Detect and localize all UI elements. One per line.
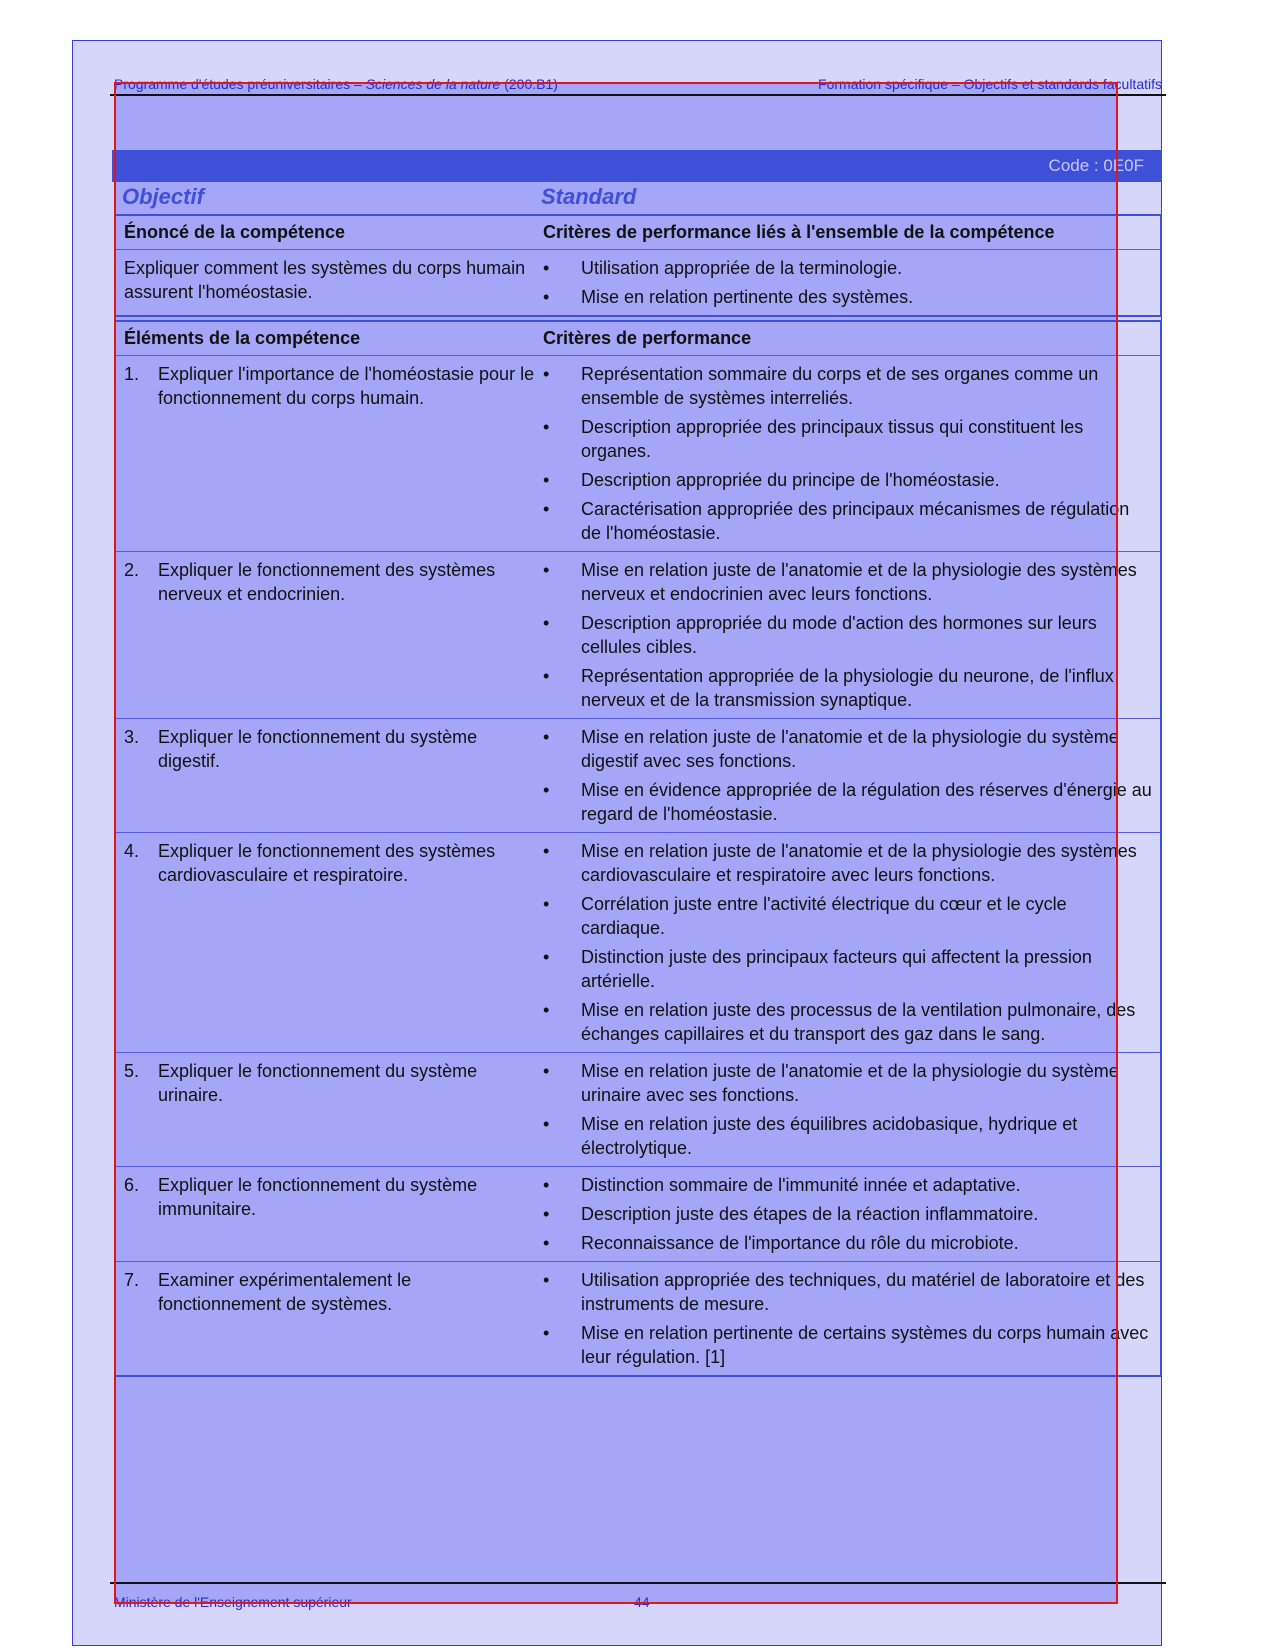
performance-criterion [543, 1173, 1152, 1197]
element-number: 5. [124, 1061, 140, 1081]
header-left-suffix: (200.B1) [500, 76, 558, 92]
element-row [116, 832, 1160, 1052]
element-row [116, 1261, 1160, 1375]
competency-body-row [116, 249, 1160, 315]
competency-criterion [543, 256, 1152, 280]
element-row [116, 1166, 1160, 1261]
criterion-text: Distinction sommaire de l'immunité innée et adaptative. [581, 1175, 1021, 1195]
element-criteria-list [543, 839, 1152, 1046]
performance-criterion [543, 1321, 1152, 1369]
performance-criterion [543, 1268, 1152, 1316]
footer-left: Ministère de l'Enseignement supérieur [114, 1594, 352, 1610]
element-number: 3. [124, 727, 140, 747]
element-row [116, 355, 1160, 551]
criterion-text: Mise en relation juste de l'anatomie et de la physiologie du système digestif avec ses fonctions. [581, 727, 1119, 771]
bullet-icon: • [543, 364, 550, 384]
bullet-icon: • [543, 258, 550, 278]
bullet-icon: • [543, 841, 550, 861]
element-item [124, 558, 537, 606]
performance-criterion [543, 1202, 1152, 1226]
performance-criterion [543, 611, 1152, 659]
criterion-text: Caractérisation appropriée des principaux mécanismes de régulation de l'homéostasie. [581, 499, 1130, 543]
element-row [116, 551, 1160, 718]
criterion-text: Description juste des étapes de la réaction inflammatoire. [581, 1204, 1039, 1224]
standard-heading: Standard [541, 184, 637, 209]
element-criteria-list [543, 558, 1152, 712]
element-item [124, 1173, 537, 1221]
elements-right-header: Critères de performance [543, 328, 752, 348]
element-text: Expliquer le fonctionnement du système urinaire. [158, 1061, 478, 1105]
competency-left-header: Énoncé de la compétence [124, 222, 346, 242]
competency-right-header: Critères de performance liés à l'ensemble de la compétence [543, 222, 1055, 242]
criterion-text: Mise en relation juste de l'anatomie et de la physiologie du système urinaire avec ses fonctions. [581, 1061, 1119, 1105]
criterion-text: Mise en relation juste de l'anatomie et de la physiologie des systèmes cardiovasculaire et respiratoire avec leurs fonctions. [581, 841, 1137, 885]
performance-criterion [543, 839, 1152, 887]
performance-criterion [543, 778, 1152, 826]
element-number: 6. [124, 1175, 140, 1195]
bullet-icon: • [543, 894, 550, 914]
performance-criterion [543, 725, 1152, 773]
element-text: Expliquer le fonctionnement du système digestif. [158, 727, 478, 771]
performance-criterion [543, 892, 1152, 940]
competency-table [114, 214, 1162, 317]
criterion-text: Description appropriée du principe de l'homéostasie. [581, 470, 1000, 490]
performance-criterion [543, 558, 1152, 606]
bullet-icon: • [543, 780, 550, 800]
element-item [124, 1268, 537, 1316]
element-criteria-list [543, 1059, 1152, 1160]
criterion-text: Représentation sommaire du corps et de ses organes comme un ensemble de systèmes interreliés. [581, 364, 1099, 408]
competency-statement: Expliquer comment les systèmes du corps humain assurent l'homéostasie. [124, 258, 526, 302]
bullet-icon: • [543, 560, 550, 580]
element-criteria-list [543, 362, 1152, 545]
bullet-icon: • [543, 1233, 550, 1253]
performance-criterion [543, 664, 1152, 712]
performance-criterion [543, 415, 1152, 463]
bullet-icon: • [543, 727, 550, 747]
element-criteria-list [543, 1173, 1152, 1255]
element-criteria-list [543, 725, 1152, 826]
element-item [124, 839, 537, 887]
element-item [124, 725, 537, 773]
running-footer [114, 1594, 650, 1610]
page-number: 44 [634, 1594, 650, 1610]
element-number: 4. [124, 841, 140, 861]
bullet-icon: • [543, 470, 550, 490]
criterion-text: Description appropriée du mode d'action des hormones sur leurs cellules cibles. [581, 613, 1097, 657]
bullet-icon: • [543, 1175, 550, 1195]
bullet-icon: • [543, 1270, 550, 1290]
code-label: Code : 0E0F [1048, 156, 1144, 175]
performance-criterion [543, 1059, 1152, 1107]
bullet-icon: • [543, 1061, 550, 1081]
element-text: Expliquer l'importance de l'homéostasie pour le fonctionnement du corps humain. [158, 364, 535, 408]
header-left [114, 76, 558, 92]
criterion-text: Corrélation juste entre l'activité électrique du cœur et le cycle cardiaque. [581, 894, 1067, 938]
element-text: Expliquer le fonctionnement du système immunitaire. [158, 1175, 478, 1219]
header-right: Formation spécifique – Objectifs et standards facultatifs [818, 76, 1162, 92]
criterion-text: Distinction juste des principaux facteurs qui affectent la pression artérielle. [581, 947, 1092, 991]
competency-header-row [116, 216, 1160, 249]
header-left-italic: Sciences de la nature [365, 76, 501, 92]
criterion-text: Mise en relation juste des équilibres acidobasique, hydrique et électrolytique. [581, 1114, 1078, 1158]
bullet-icon: • [543, 417, 550, 437]
objective-heading: Objectif [122, 184, 204, 209]
element-text: Examiner expérimentalement le fonctionnement de systèmes. [158, 1270, 412, 1314]
bullet-icon: • [543, 287, 550, 307]
criterion-text: Mise en relation pertinente de certains systèmes du corps humain avec leur régulation. [1] [581, 1323, 1149, 1367]
bullet-icon: • [543, 666, 550, 686]
footer-rule [110, 1582, 1166, 1584]
criterion-text: Mise en évidence appropriée de la régulation des réserves d'énergie au regard de l'homéostasie. [581, 780, 1152, 824]
criterion-text: Utilisation appropriée de la terminologie. [581, 258, 903, 278]
criterion-text: Reconnaissance de l'importance du rôle du microbiote. [581, 1233, 1019, 1253]
bullet-icon: • [543, 613, 550, 633]
code-bar [112, 150, 1162, 182]
bullet-icon: • [543, 499, 550, 519]
criterion-text: Mise en relation juste de l'anatomie et de la physiologie des systèmes nerveux et endocrinien avec leurs fonctions. [581, 560, 1137, 604]
element-number: 7. [124, 1270, 140, 1290]
bullet-icon: • [543, 1323, 550, 1343]
competency-criteria-list [543, 256, 1152, 309]
criterion-text: Utilisation appropriée des techniques, du matériel de laboratoire et des instruments de mesure. [581, 1270, 1145, 1314]
bullet-icon: • [543, 1114, 550, 1134]
element-number: 1. [124, 364, 140, 384]
criterion-text: Description appropriée des principaux tissus qui constituent les organes. [581, 417, 1084, 461]
performance-criterion [543, 945, 1152, 993]
header-left-prefix: Programme d'études préuniversitaires – [114, 76, 366, 92]
performance-criterion [543, 468, 1152, 492]
element-text: Expliquer le fonctionnement des systèmes nerveux et endocrinien. [158, 560, 496, 604]
running-header [114, 76, 1162, 92]
element-item [124, 1059, 537, 1107]
performance-criterion [543, 1112, 1152, 1160]
criterion-text: Mise en relation pertinente des systèmes. [581, 287, 914, 307]
criterion-text: Représentation appropriée de la physiologie du neurone, de l'influx nerveux et de la transmission synaptique. [581, 666, 1114, 710]
element-row [116, 1052, 1160, 1166]
element-row [116, 718, 1160, 832]
element-item [124, 362, 537, 410]
bullet-icon: • [543, 1000, 550, 1020]
performance-criterion [543, 497, 1152, 545]
performance-criterion [543, 1231, 1152, 1255]
performance-criterion [543, 998, 1152, 1046]
elements-header-row [116, 322, 1160, 355]
performance-criterion [543, 362, 1152, 410]
bullet-icon: • [543, 947, 550, 967]
criterion-text: Mise en relation juste des processus de la ventilation pulmonaire, des échanges capillaires et du transport des gaz dans le sang. [581, 1000, 1136, 1044]
competency-criterion [543, 285, 1152, 309]
elements-left-header: Éléments de la compétence [124, 328, 361, 348]
element-criteria-list [543, 1268, 1152, 1369]
element-number: 2. [124, 560, 140, 580]
header-rule [110, 94, 1166, 96]
bullet-icon: • [543, 1204, 550, 1224]
elements-table [114, 320, 1162, 1377]
element-text: Expliquer le fonctionnement des systèmes cardiovasculaire et respiratoire. [158, 841, 496, 885]
